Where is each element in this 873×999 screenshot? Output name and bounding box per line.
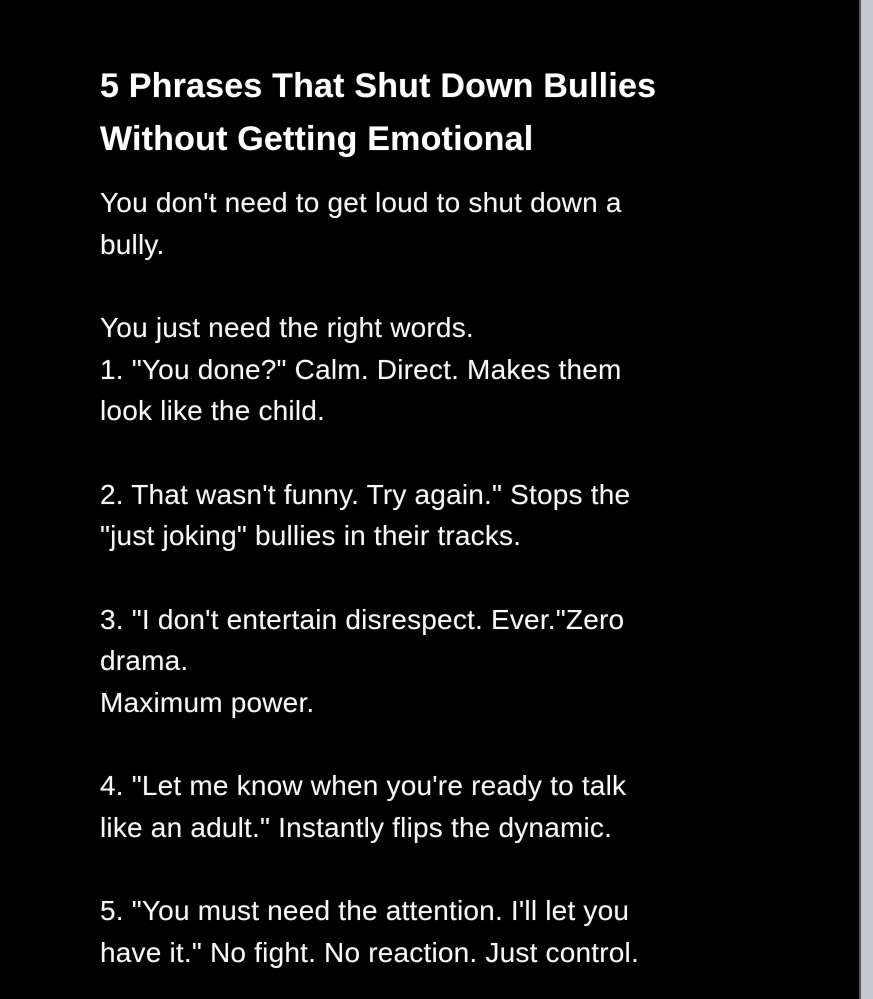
- text-line: You just need the right words.: [100, 312, 474, 343]
- paragraph: [100, 765, 800, 848]
- text-line: look like the child.: [100, 395, 326, 426]
- text-line: "just joking" bullies in their tracks.: [100, 520, 522, 551]
- paragraph: [100, 182, 800, 265]
- body-text: [100, 182, 800, 973]
- text-line: 4. "Let me know when you're ready to talk: [100, 770, 627, 801]
- paragraph: [100, 599, 800, 724]
- text-line: 5. "You must need the attention. I'll let you: [100, 895, 630, 926]
- scrollbar-track[interactable]: [859, 0, 873, 999]
- text-line: drama.: [100, 645, 189, 676]
- title-line: Without Getting Emotional: [100, 120, 534, 158]
- text-line: You don't need to get loud to shut down a: [100, 187, 622, 218]
- text-line: 3. "I don't entertain disrespect. Ever."Zero: [100, 603, 625, 635]
- text-line: 2. That wasn't funny. Try again." Stops the: [100, 478, 631, 510]
- text-line: 1. "You done?" Calm. Direct. Makes them: [100, 353, 622, 385]
- paragraph: [100, 890, 800, 973]
- text-line: bully.: [100, 228, 165, 260]
- paragraph: [100, 474, 800, 557]
- text-line: like an adult." Instantly flips the dynamic.: [100, 811, 613, 843]
- text-line: have it." No fight. No reaction. Just control.: [100, 936, 639, 968]
- title-line: 5 Phrases That Shut Down Bullies: [100, 67, 657, 105]
- page-title: [100, 60, 800, 166]
- paragraph: [100, 307, 800, 432]
- text-line: Maximum power.: [100, 686, 315, 718]
- text-content: [100, 60, 800, 973]
